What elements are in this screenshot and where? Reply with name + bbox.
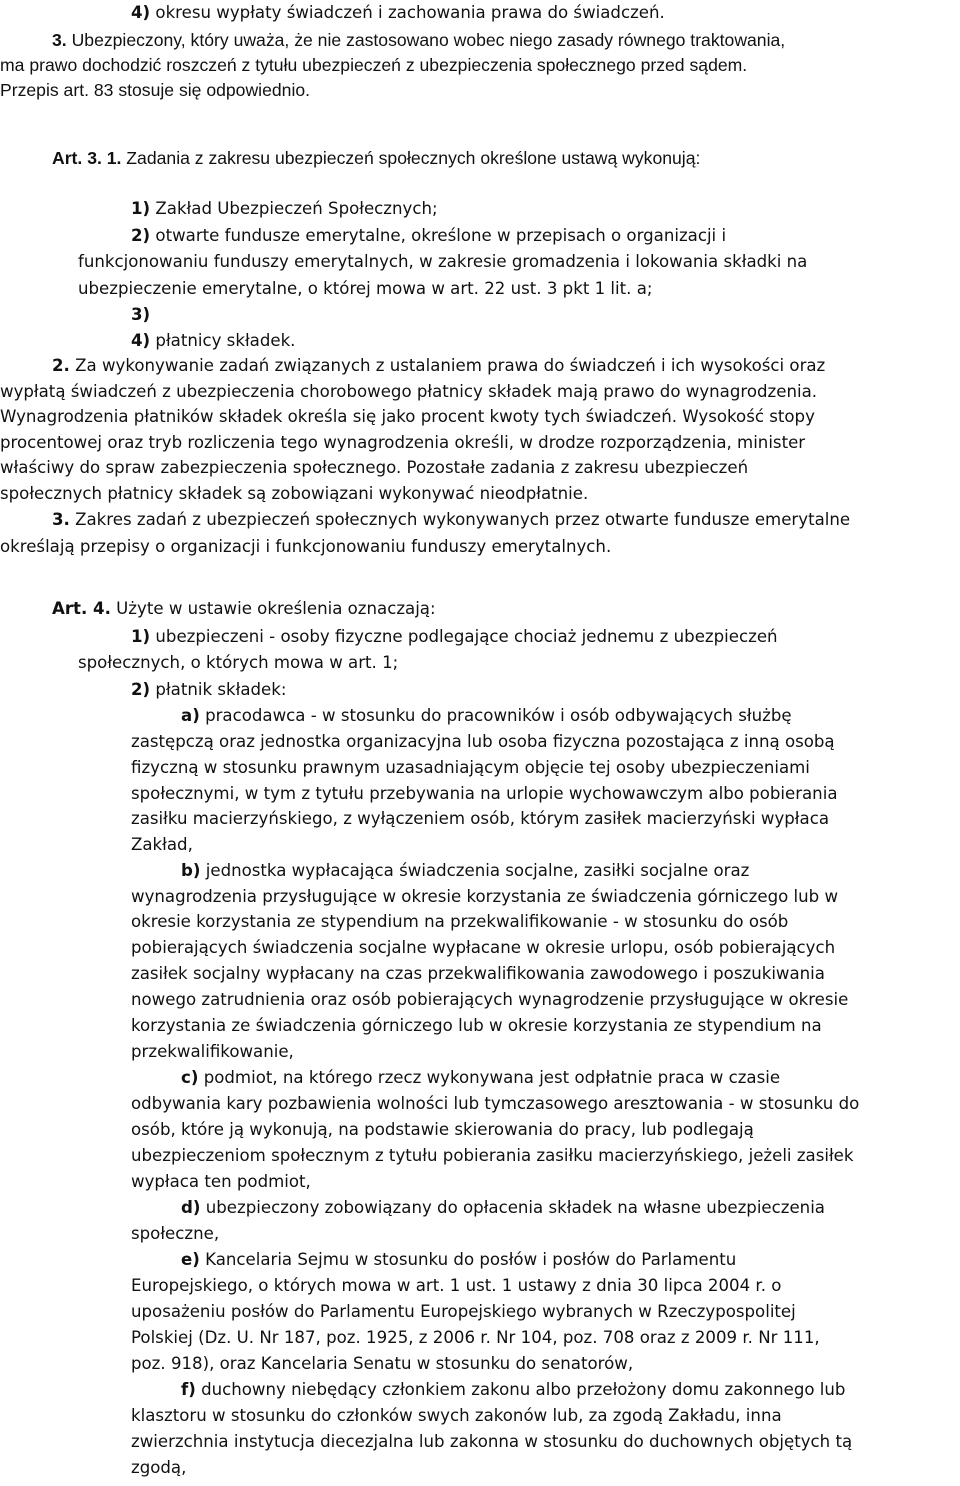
text-line: Zakład,: [131, 835, 193, 854]
list-item: [131, 682, 286, 699]
item-letter: f): [181, 1380, 196, 1399]
list-item: [131, 201, 438, 218]
list-item: [181, 1382, 845, 1399]
text-line: zasiłku macierzyńskiego, z wyłączeniem osób, którym zasiłek macierzyński wypłaca: [131, 809, 829, 828]
text-line: [52, 512, 850, 529]
text-line: społecznych płatnicy składek są zobowiązani wykonywać nieodpłatnie.: [0, 484, 589, 503]
article-intro: Zadania z zakresu ubezpieczeń społecznych określone ustawą wykonują:: [121, 148, 701, 168]
item-text: płatnik składek:: [150, 680, 287, 699]
text-line: zastępczą oraz jednostka organizacyjna lub osoba fizyczna pozostająca z inną osobą: [131, 732, 835, 751]
item-text: podmiot, na którego rzecz wykonywana jest odpłatnie praca w czasie: [198, 1068, 781, 1087]
text-line: poz. 918), oraz Kancelaria Senatu w stosunku do senatorów,: [131, 1354, 634, 1373]
paragraph-number: 3.: [52, 30, 67, 50]
text-line: społecznymi, w tym z tytułu przebywania na urlopie wychowawczym albo pobierania: [131, 784, 838, 803]
item-text: Zakład Ubezpieczeń Społecznych;: [150, 199, 438, 218]
item-letter: d): [181, 1198, 201, 1217]
list-item: [131, 333, 295, 350]
list-item: [131, 228, 726, 245]
text-line: wypłatą świadczeń z ubezpieczenia chorobowego płatnicy składek mają prawo do wynagrodzenia.: [0, 382, 818, 401]
text-line: osób, które ją wykonują, na podstawie skierowania do pracy, lub podlegają: [131, 1120, 754, 1139]
text-line: zwierzchnia instytucja diecezjalna lub zakonna w stosunku do duchownych objętych tą: [131, 1432, 853, 1451]
paragraph-number: 2.: [52, 356, 70, 375]
text-line: ubezpieczeniom społecznym z tytułu pobierania zasiłku macierzyńskiego, jeżeli zasiłek: [131, 1146, 854, 1165]
text-line: fizyczną w stosunku prawnym uzasadniającym objęcie tej osoby ubezpieczeniami: [131, 758, 810, 777]
text-line: wynagrodzenia przysługujące w okresie korzystania ze świadczenia górniczego lub w: [131, 887, 839, 906]
text-line: zasiłek socjalny wypłacany na czas przekwalifikowania zawodowego i poszukiwania: [131, 964, 825, 983]
paragraph-text: Ubezpieczony, który uważa, że nie zastosowano wobec niego zasady równego traktowania,: [66, 30, 786, 50]
list-item: [131, 629, 778, 646]
list-item: [181, 1252, 736, 1269]
item-text: płatnicy składek.: [150, 331, 296, 350]
list-item: [131, 307, 150, 324]
item-text: pracodawca - w stosunku do pracowników i osób odbywających służbę: [199, 706, 792, 725]
text-line: społeczne,: [131, 1224, 220, 1243]
item-number: 1): [131, 627, 151, 646]
text-line: [52, 32, 785, 50]
text-line: odbywania kary pozbawienia wolności lub tymczasowego aresztowania - w stosunku do: [131, 1094, 860, 1113]
item-text: Kancelaria Sejmu w stosunku do posłów i posłów do Parlamentu: [199, 1250, 737, 1269]
item-text: jednostka wypłacająca świadczenia socjalne, zasiłki socjalne oraz: [200, 861, 750, 880]
item-text: ubezpieczony zobowiązany do opłacenia składek na własne ubezpieczenia: [200, 1198, 825, 1217]
article-intro: Użyte w ustawie określenia oznaczają:: [110, 599, 436, 618]
text-line: procentowej oraz tryb rozliczenia tego wynagrodzenia określi, w drodze rozporządzenia, minister: [0, 433, 806, 452]
item-number: 2): [131, 680, 151, 699]
text-line: [52, 358, 825, 375]
text-line: nowego zatrudnienia oraz osób pobierających wynagrodzenie przysługujące w okresie: [131, 990, 849, 1009]
article-heading-line: [52, 150, 700, 168]
article-heading: Art. 4.: [52, 599, 111, 618]
text-line: przekwalifikowanie,: [131, 1042, 294, 1061]
article-heading: Art. 3. 1.: [52, 148, 122, 168]
text-line: pobierających świadczenia socjalne wypłacane w okresie urlopu, osób pobierających: [131, 938, 836, 957]
list-item: [181, 1200, 825, 1217]
item-number: 4): [131, 331, 151, 350]
text-line: korzystania ze świadczenia górniczego lub w okresie korzystania ze stypendium na: [131, 1016, 822, 1035]
item-number: 3): [131, 305, 151, 324]
text-line: Europejskiego, o których mowa w art. 1 ust. 1 ustawy z dnia 30 lipca 2004 r. o: [131, 1276, 782, 1295]
text-line: ubezpieczenie emerytalne, o której mowa w art. 22 ust. 3 pkt 1 lit. a;: [78, 279, 653, 298]
paragraph-text: Za wykonywanie zadań związanych z ustalaniem prawa do świadczeń i ich wysokości oraz: [69, 356, 826, 375]
text-line: społecznych, o których mowa w art. 1;: [78, 653, 399, 672]
text-line: wypłaca ten podmiot,: [131, 1172, 311, 1191]
text-line: zgodą,: [131, 1458, 187, 1477]
text-line: Przepis art. 83 stosuje się odpowiednio.: [0, 80, 311, 100]
text-line: okresie korzystania ze stypendium na przekwalifikowanie - w stosunku do osób: [131, 912, 789, 931]
text-line: określają przepisy o organizacji i funkcjonowaniu funduszy emerytalnych.: [0, 537, 612, 556]
paragraph-text: Zakres zadań z ubezpieczeń społecznych wykonywanych przez otwarte fundusze emerytalne: [69, 510, 851, 529]
item-letter: c): [181, 1068, 199, 1087]
text-line: ma prawo dochodzić roszczeń z tytułu ubezpieczeń z ubezpieczenia społecznego przed sądem.: [0, 55, 748, 75]
text-line: [131, 5, 665, 22]
text-line: uposażeniu posłów do Parlamentu Europejskiego wybranych w Rzeczypospolitej: [131, 1302, 796, 1321]
text-line: klasztoru w stosunku do członków swych zakonów lub, za zgodą Zakładu, inna: [131, 1406, 782, 1425]
item-number: 1): [131, 199, 151, 218]
item-letter: a): [181, 706, 200, 725]
item-text: duchowny niebędący członkiem zakonu albo przełożony domu zakonnego lub: [195, 1380, 846, 1399]
item-number: 2): [131, 226, 151, 245]
item-text: otwarte fundusze emerytalne, określone w przepisach o organizacji i: [150, 226, 727, 245]
item-text: ubezpieczeni - osoby fizyczne podlegające chociaż jednemu z ubezpieczeń: [150, 627, 778, 646]
list-item: [181, 1070, 780, 1087]
article-heading-line: [52, 601, 436, 618]
item-number: 4): [131, 3, 151, 22]
text-line: funkcjonowaniu funduszy emerytalnych, w zakresie gromadzenia i lokowania składki na: [78, 252, 808, 271]
list-item: [181, 708, 792, 725]
paragraph-number: 3.: [52, 510, 70, 529]
text-line: Wynagrodzenia płatników składek określa się jako procent kwoty tych świadczeń. Wysokość stopy: [0, 407, 815, 426]
item-letter: b): [181, 861, 201, 880]
item-text: okresu wypłaty świadczeń i zachowania prawa do świadczeń.: [150, 3, 665, 22]
text-line: właściwy do spraw zabezpieczenia społecznego. Pozostałe zadania z zakresu ubezpieczeń: [0, 458, 749, 477]
item-letter: e): [181, 1250, 200, 1269]
list-item: [181, 863, 749, 880]
text-line: Polskiej (Dz. U. Nr 187, poz. 1925, z 2006 r. Nr 104, poz. 708 oraz z 2009 r. Nr 111,: [131, 1328, 820, 1347]
